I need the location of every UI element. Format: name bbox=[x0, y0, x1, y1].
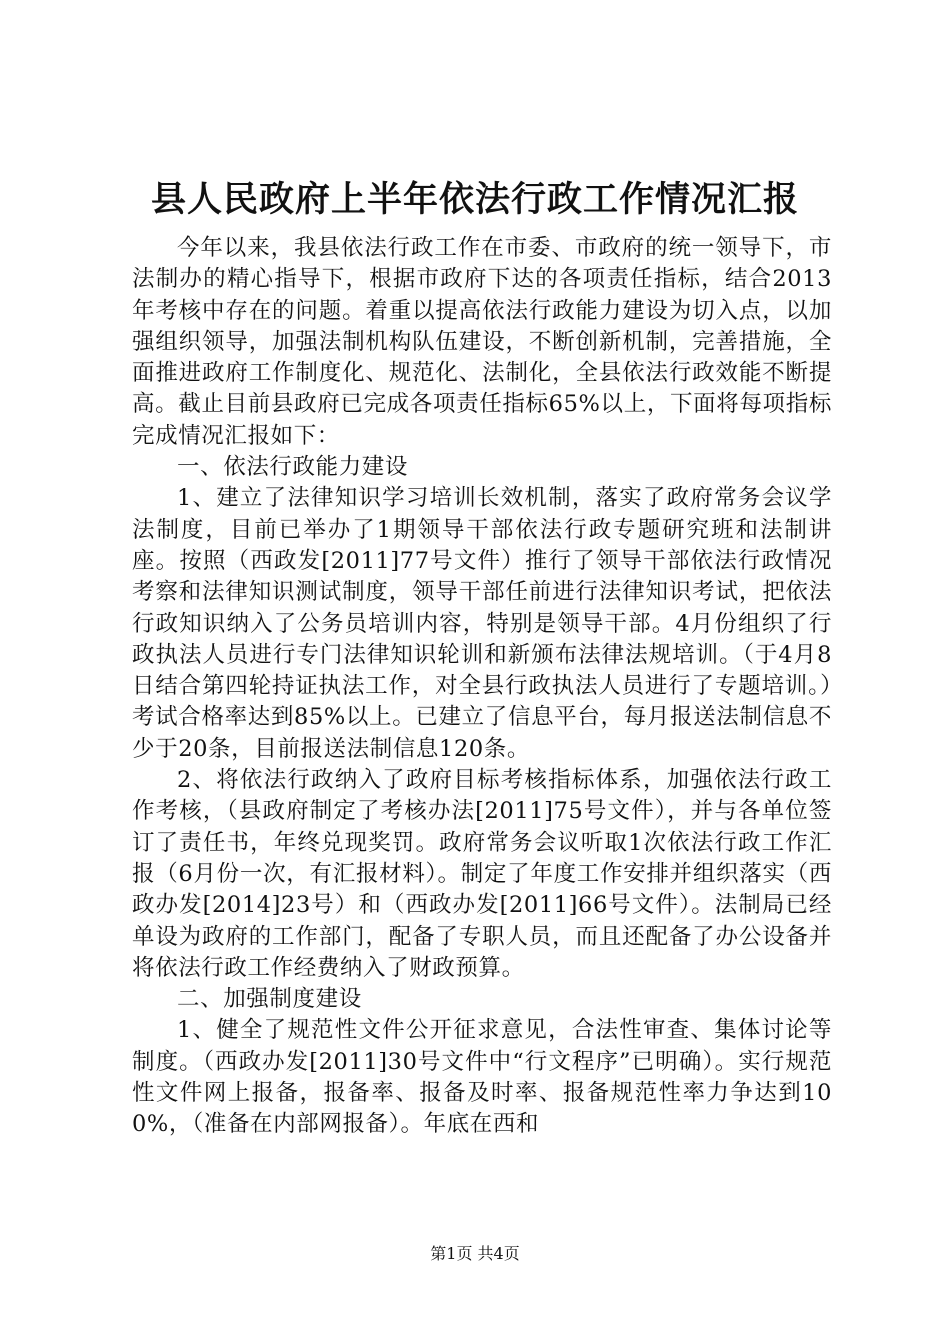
paragraph-2-1: 1、健全了规范性文件公开征求意见，合法性审查、集体讨论等制度。（西政办发[2011]30号文件中“行文程序”已明确）。实行规范性文件网上报备，报备率、报备及时率、报备规范性率力争达到100%，（准备在内部网报备）。年底在西和 bbox=[132, 1017, 832, 1138]
paragraph-intro: 今年以来，我县依法行政工作在市委、市政府的统一领导下，市法制办的精心指导下，根据市政府下达的各项责任指标，结合2013年考核中存在的问题。着重以提高依法行政能力建设为切入点，以加强组织领导，加强法制机构队伍建设，不断创新机制，完善措施，全面推进政府工作制度化、规范化、法制化，全县依法行政效能不断提高。截止目前县政府已完成各项责任指标65%以上，下面将每项指标完成情况汇报如下： bbox=[132, 235, 832, 449]
paragraph-1-1: 1、建立了法律知识学习培训长效机制，落实了政府常务会议学法制度，目前已举办了1期领导干部依法行政专题研究班和法制讲座。按照（西政发[2011]77号文件）推行了领导干部依法行政情况考察和法律知识测试制度，领导干部任前进行法律知识考试，把依法行政知识纳入了公务员培训内容，特别是领导干部。4月份组织了行政执法人员进行专门法律知识轮训和新颁布法律法规培训。（于4月8日结合第四轮持证执法工作，对全县行政执法人员进行了专题培训。）考试合格率达到85%以上。已建立了信息平台，每月报送法制信息不少于20条，目前报送法制信息120条。 bbox=[132, 485, 832, 762]
section-heading-1: 一、依法行政能力建设 bbox=[177, 454, 409, 481]
document-title: 县人民政府上半年依法行政工作情况汇报 bbox=[150, 179, 799, 220]
document-body bbox=[132, 233, 832, 1141]
page-footer: 第1页 共4页 bbox=[430, 1244, 520, 1263]
section-heading-2: 二、加强制度建设 bbox=[177, 986, 362, 1013]
paragraph-1-2: 2、将依法行政纳入了政府目标考核指标体系，加强依法行政工作考核，（县政府制定了考核办法[2011]75号文件），并与各单位签订了责任书，年终兑现奖罚。政府常务会议听取1次依法行政工作汇报（6月份一次，有汇报材料）。制定了年度工作安排并组织落实（西政办发[2014]23号）和（西政办发[2011]66号文件）。法制局已经单设为政府的工作部门，配备了专职人员，而且还配备了办公设备并将依法行政工作经费纳入了财政预算。 bbox=[132, 767, 832, 981]
